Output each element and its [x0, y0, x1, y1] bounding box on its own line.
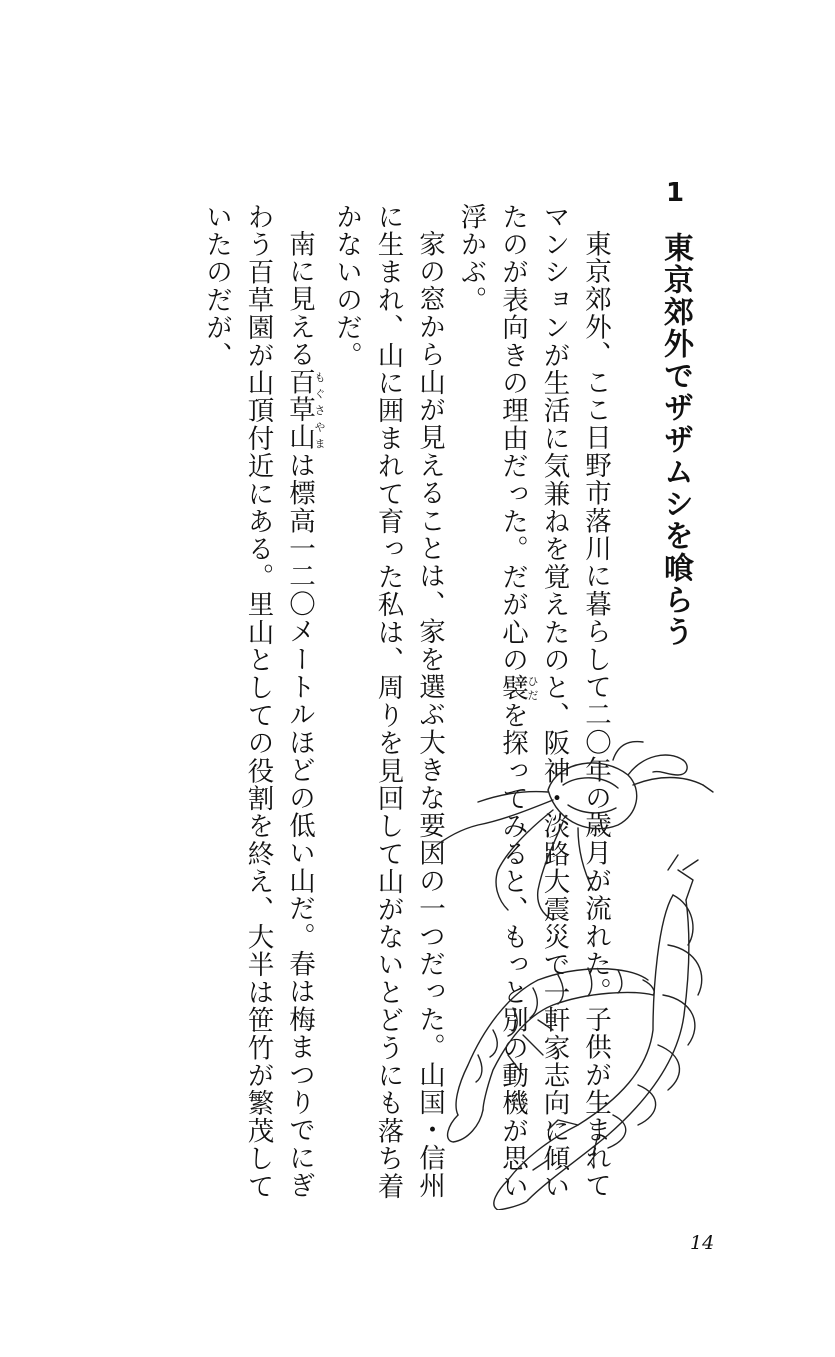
- chapter-title: 東京郊外でザザムシを喰らう: [658, 232, 693, 648]
- paragraph-2: 家の窓から山が見えることは、家を選ぶ大きな要因の一つだった。山国・信州に生まれ、山に囲まれて育った私は、周りを見回して山がないとどうにも落ち着かないのだ。: [331, 203, 445, 1201]
- larva-large-drawing: [494, 855, 702, 1210]
- chapter-number: 1: [660, 178, 690, 210]
- paragraph-1-text-b: を探ってみると、もっと別の動機が思い浮かぶ。: [455, 203, 528, 1201]
- ruby-hida-reading: ひだ: [526, 673, 539, 702]
- ruby-mogusayama-reading: もぐさやま: [313, 368, 326, 452]
- page-number: 14: [690, 1232, 715, 1254]
- ruby-hida: [497, 673, 539, 702]
- ruby-mogusayama: [284, 368, 326, 452]
- ruby-hida-base: 襞: [497, 673, 528, 702]
- ruby-mogusayama-base: 百草山: [284, 368, 315, 452]
- paragraph-3-text-b: は標高一二〇メートルほどの低い山だ。春は梅まつりでにぎわう百草園が山頂付近にある。里山としての役割を終え、大半は笹竹が繁茂していたのだが、: [201, 203, 315, 1201]
- crab-drawing: [433, 742, 713, 920]
- larva-small-drawing: [448, 968, 655, 1142]
- insect-illustration: [428, 730, 718, 1210]
- paragraph-3: [196, 203, 326, 1203]
- paragraph-3-text-a: 南に見える: [284, 229, 315, 368]
- paragraph-1-text-a: 東京郊外、ここ日野市落川に暮らして二〇年の歳月が流れた。子供が生まれてマンションが生活に気兼ねを覚えたのと、阪神・淡路大震災で一軒家志向に傾いたのが表向きの理由だった。だが心の: [497, 203, 611, 1201]
- chapter-heading: [655, 178, 695, 648]
